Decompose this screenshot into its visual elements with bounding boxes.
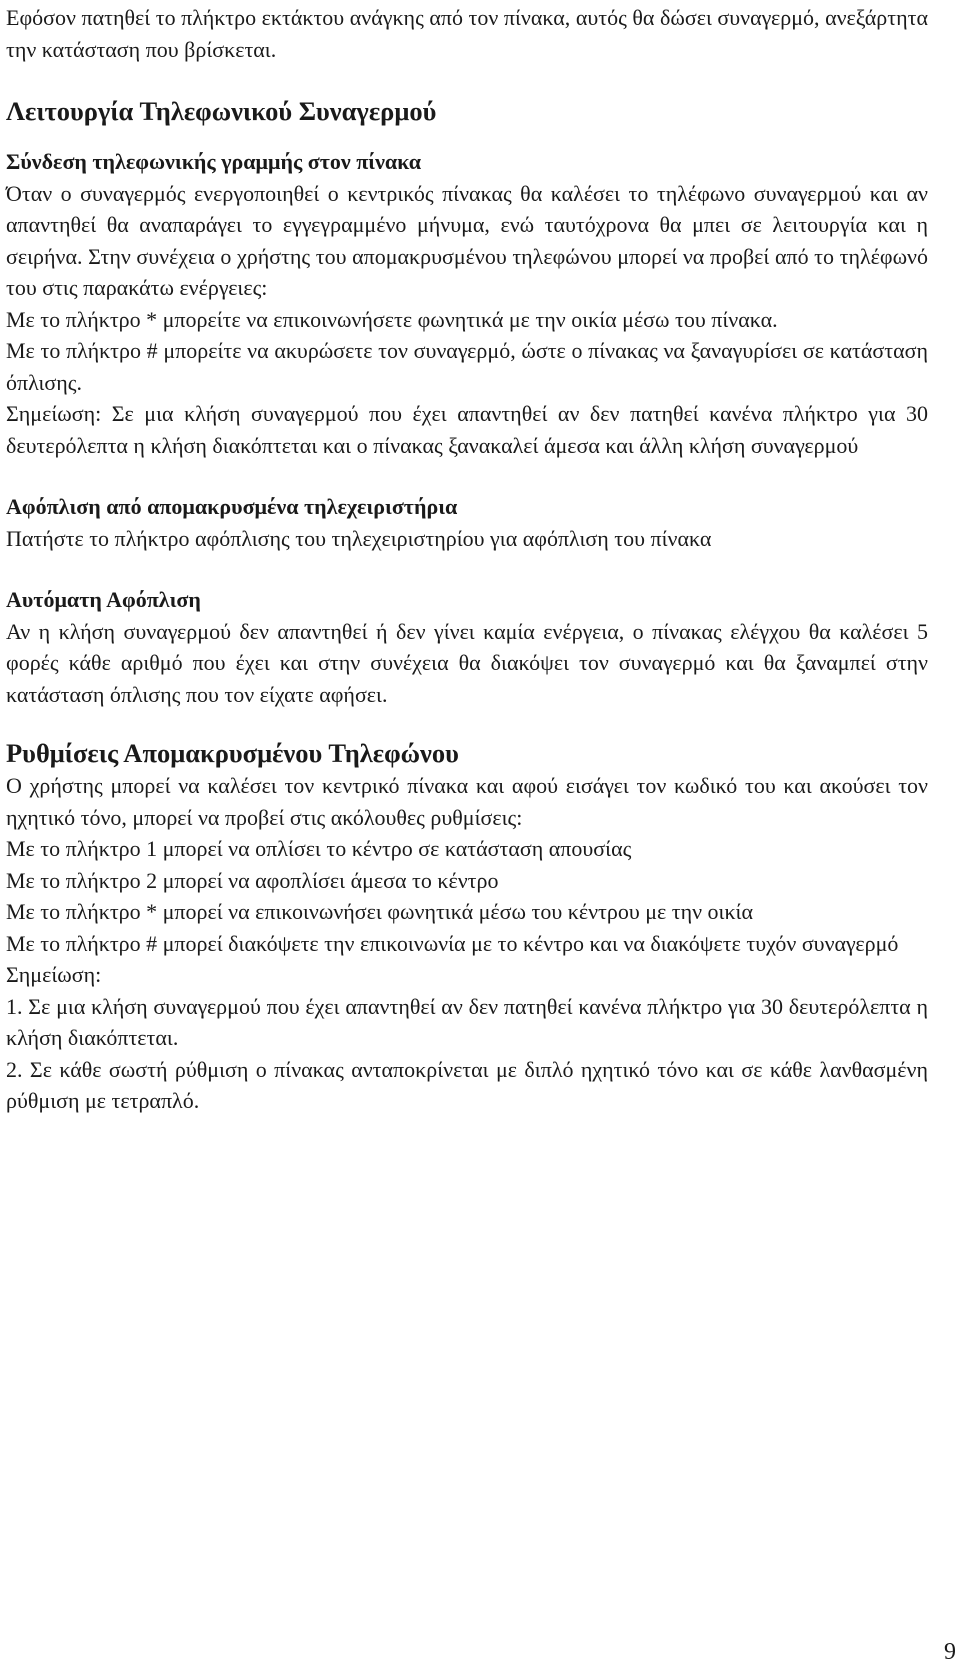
remote-settings-key-1: Με το πλήκτρο 1 μπορεί να οπλίσει το κέντρο σε κατάσταση απουσίας bbox=[6, 836, 632, 861]
connection-heading: Σύνδεση τηλεφωνικής γραμμής στον πίνακα bbox=[6, 149, 422, 174]
connection-note: Σημείωση: Σε μια κλήση συναγερμού που έχει απαντηθεί αν δεν πατηθεί κανένα πλήκτρο για 30 δευτερόλεπτα η κλήση διακόπτεται και ο πίνακας ξανακαλεί άμεσα και άλλη κλήση συναγερμού bbox=[6, 401, 928, 458]
remote-settings-key-2: Με το πλήκτρο 2 μπορεί να αφοπλίσει άμεσα το κέντρο bbox=[6, 867, 499, 893]
hash-key-paragraph: Με το πλήκτρο # μπορείτε να ακυρώσετε τον συναγερμό, ώστε ο πίνακας να ξαναγυρίσει σε κατάσταση όπλισης. bbox=[6, 338, 928, 395]
remote-settings-title: Ρυθμίσεις Απομακρυσμένου Τηλεφώνου bbox=[6, 738, 459, 768]
remote-settings-note-2: 2. Σε κάθε σωστή ρύθμιση ο πίνακας ανταποκρίνεται με διπλό ηχητικό τόνο και σε κάθε λανθασμένη ρύθμιση με τετραπλό. bbox=[6, 1056, 928, 1113]
document-page bbox=[6, 2, 928, 1117]
remote-settings-note-label: Σημείωση: bbox=[6, 962, 102, 987]
remote-settings-section bbox=[6, 736, 928, 1117]
remote-settings-key-hash: Με το πλήκτρο # μπορεί διακόψετε την επικοινωνία με το κέντρο και να διακόψετε τυχόν συναγερμό bbox=[6, 930, 899, 956]
remote-settings-note-1: 1. Σε μια κλήση συναγερμού που έχει απαντηθεί αν δεν πατηθεί κανένα πλήκτρο για 30 δευτερόλεπτα η κλήση διακόπτεται. bbox=[6, 993, 928, 1050]
star-key-paragraph: Με το πλήκτρο * μπορείτε να επικοινωνήσετε φωνητικά με την οικία μέσω του πίνακα. bbox=[6, 306, 778, 332]
intro-paragraph: Εφόσον πατηθεί το πλήκτρο εκτάκτου ανάγκης από τον πίνακα, αυτός θα δώσει συναγερμό, ανεξάρτητα την κατάσταση που βρίσκεται. bbox=[6, 5, 928, 62]
connection-paragraph: Όταν ο συναγερμός ενεργοποιηθεί ο κεντρικός πίνακας θα καλέσει το τηλέφωνο συναγερμού και αν απαντηθεί θα αναπαράγει το εγγεγραμμένο μήνυμα, ενώ ταυτόχρονα θα μπει σε λειτουργία και η σειρήνα. Στην συνέχεια ο χρήστης του απομακρυσμένου τηλεφώνου μπορεί να προβεί από το τηλέφωνό του στις παρακάτω ενέργειες: bbox=[6, 180, 928, 300]
remote-settings-intro: Ο χρήστης μπορεί να καλέσει τον κεντρικό πίνακα και αφού εισάγει τον κωδικό του και ακούσει τον ηχητικό τόνο, μπορεί να προβεί στις ακόλουθες ρυθμίσεις: bbox=[6, 773, 928, 830]
remote-disarm-heading: Αφόπλιση από απομακρυσμένα τηλεχειριστήρια bbox=[6, 494, 458, 519]
auto-disarm-section bbox=[6, 584, 928, 710]
auto-disarm-text: Αν η κλήση συναγερμού δεν απαντηθεί ή δεν γίνει καμία ενέργεια, ο πίνακας ελέγχου θα καλέσει 5 φορές κάθε αριθμό που έχει και στην συνέχεια θα διακόψει τον συναγερμό και θα ξαναμπεί στην κατάσταση όπλισης που τον είχατε αφήσει. bbox=[6, 618, 928, 707]
page-number: 9 bbox=[944, 1639, 956, 1665]
remote-disarm-text: Πατήστε το πλήκτρο αφόπλισης του τηλεχειριστηρίου για αφόπλιση του πίνακα bbox=[6, 525, 712, 551]
remote-disarm-section bbox=[6, 491, 928, 554]
remote-settings-key-star: Με το πλήκτρο * μπορεί να επικοινωνήσει φωνητικά μέσω του κέντρου με την οικία bbox=[6, 899, 754, 924]
connection-section bbox=[6, 146, 928, 461]
auto-disarm-heading: Αυτόματη Αφόπλιση bbox=[6, 587, 201, 612]
phone-alarm-title: Λειτουργία Τηλεφωνικού Συναγερμού bbox=[6, 96, 437, 126]
